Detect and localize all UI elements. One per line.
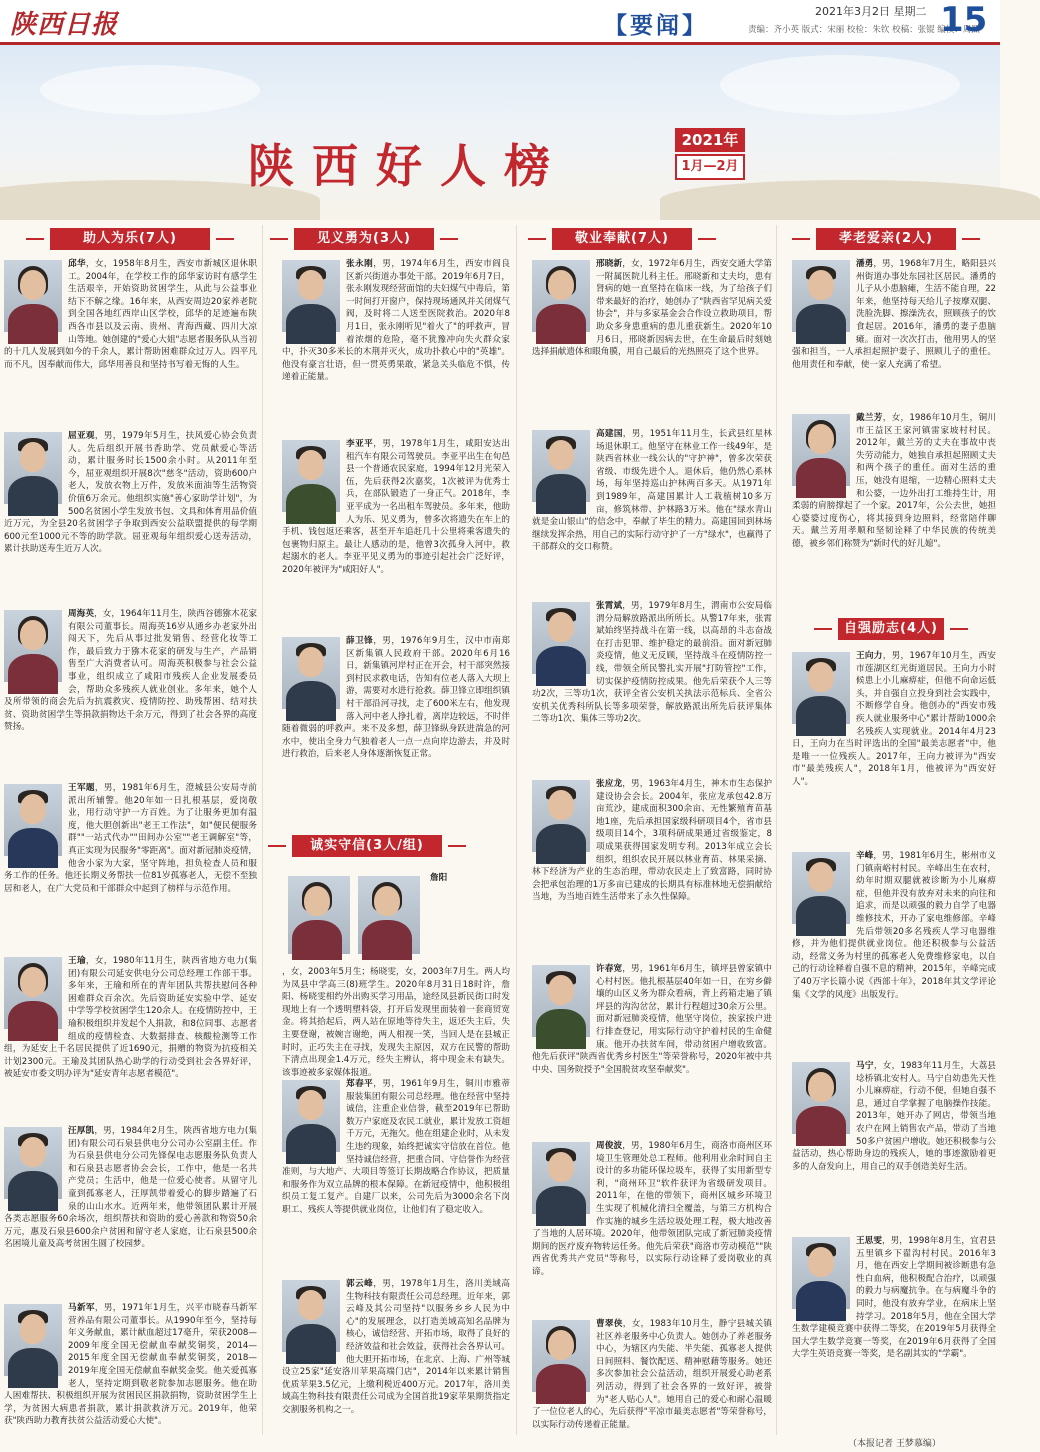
person-bio: ，男，1963年4月生，神木市生态保护建设协会会长。2004年，张应龙承包42.8万亩荒沙，建成面积300余亩、无性繁殖育苗基地1座，先后承担国家级科研项目4个，省市县级项目14个，3项科研成果通过省级鉴定，8项成果获得国家发明专利。2013年成立会长组织，组织农民开展以林业育苗、林果采摘、林下经济为产业的生态治理，带动农民走上了致富路，同时协会把承包治理的1万多亩已建成的长期具有标准林地无偿捐献给当地，为当地百姓生活带来了永久性保障。	[532, 779, 772, 903]
portrait-photo	[282, 637, 340, 709]
category-brave: 见义勇为(3人)	[294, 228, 434, 250]
portrait-photo	[4, 610, 62, 682]
profile-entry	[532, 963, 772, 1123]
section-name: 【要闻】	[604, 13, 708, 39]
profile-entry	[4, 258, 257, 413]
person-bio: ，女，1972年6月生，西安交通大学第一附属医院儿科主任。邢晓新和丈夫均，患有肾病的她一直坚持在临床一线，为了给孩子们带来最好的治疗，她创办了"陕西省罕见病关爱协会"，并与多家基金会合作设立救助项目，帮助众多身患重病的患儿重获新生。2020年10月6日，邢晓新因病去世，在生命最后时刻她选择捐献遗体和眼角膜，用自己最后的光热照亮了这个世界。	[532, 259, 772, 358]
category-help: 助人为乐(7人)	[50, 228, 210, 250]
portrait-photo	[792, 652, 850, 724]
person-name: 张永刚	[346, 259, 374, 269]
portrait-photo	[532, 965, 590, 1037]
person-name: 周俊波	[596, 1141, 623, 1151]
portrait-photo	[532, 780, 590, 852]
portrait-photo	[532, 260, 590, 332]
profile-entry	[282, 1278, 510, 1448]
person-bio: ，男，1981年6月生，彬州市义门镇南峪村村民。辛峰出生在农村，幼年时期双腿就被诊断为小儿麻痹症，但他并没有放弃对未来的向往和追求，而是以顽强的毅力自学了电器维修技术，开办了家电维修部。辛峰先后带领20多名残疾人学习电器维修，并为他们提供就业岗位。他还积极参与公益活动，经常义务为村里的孤寡老人免费维修家电，以自己的行动诠释着自强不息的精神，2015年，辛峰完成了40万字长篇小说《西部十年》，2018年其文学评论集《文学的风度》出版发行。	[792, 851, 996, 1000]
person-bio: ，男，1998年8月生，宜君县五里镇乡下翟沟村村民。2016年3月，他在西安上学期间被诊断患有急性白血病，他积极配合治疗，以顽强的毅力与病魔抗争。在与病魔斗争的同时，他没有放弃学业，在病床上坚持学习。2018年5月，他在全国大学生数学建模竞赛中获得二等奖，在2019年5月获得全国大学生数学竞赛一等奖，在2019年6月获得了全国大学生英语竞赛一等奖，是名副其实的"学霸"。	[792, 1236, 996, 1360]
portrait-photo	[4, 432, 62, 504]
person-bio: ，女，1983年10月生，静宁县城关镇社区养老服务中心负责人。她创办了养老服务中心，为辖区内失能、半失能、孤寡老人提供日间照料、餐饮配送、精神慰藉等服务。她还多次参加社会公益活动，组织开展爱心助老系列活动，得到了社会各界的一致好评，被誉为"老人贴心人"。她用自己的爱心和耐心温暖了一位位老人的心，先后获得"平凉市最美志愿者"等荣誉称号，以实际行动传递着正能量。	[532, 1319, 772, 1430]
person-name: 马宁	[856, 1061, 874, 1071]
column-divider	[262, 225, 263, 1435]
profile-entry	[792, 1060, 996, 1220]
person-bio: ，男，1978年1月生，咸阳安达出租汽车有限公司驾驶员。李亚平出生在旬邑县一个普通农民家庭，1994年12月光荣入伍，先后获得2次嘉奖，1次被评为优秀士兵，在部队锻造了一身正气。2018年，李亚平成为一名出租车驾驶员。多年来，他助人为乐、见义勇为，曾多次将遗失在车上的手机、钱包返还乘客，甚至开车追赶几十公里将乘客遗失的包裹物归原主。最让人感动的是，他曾3次孤身入河中，救起溺水的老人。李亚平见义勇为的事迹引起社会广泛好评，2020年被评为"咸阳好人"。	[282, 439, 510, 575]
portrait-photo	[282, 1280, 340, 1352]
portrait-photo	[4, 1127, 62, 1199]
profile-entry	[282, 438, 510, 623]
portrait-photo	[532, 1320, 590, 1392]
profile-entry	[4, 1125, 257, 1295]
portrait-photo	[792, 1062, 850, 1134]
masthead	[0, 0, 1000, 45]
person-name: 薛卫锋	[346, 636, 374, 646]
person-name: 詹阳	[430, 873, 448, 883]
profile-entry	[4, 782, 257, 942]
person-name: 李亚平	[346, 439, 374, 449]
profile-entry	[532, 600, 772, 765]
cloud-decoration	[40, 65, 260, 115]
person-bio: ，女，1964年11月生，陕西谷德猕木花家有限公司董事长。周海英16岁从通乡办老家外出闯天下，先后从事过批发销售、经营化妆等工作，最后致力于猕木花家的研发与生产，产品销售至广大消费者认可。周海英积极参与社会公益事业，组织成立了咸阳市残疾人企业发展委员会，帮助众多残疾人就业创业。多年来，她个人及所带领的商会先后为抗震救灾、疫情防控、助残帮困、结对扶贫、资助贫困学生等捐款捐物达千余万元，得到了社会各界的高度赞扬。	[4, 609, 257, 733]
portrait-photo	[792, 852, 850, 924]
person-bio: ，男，1951年11月生，长武县红星林场退休职工。他坚守在林业工作一线49年，是陕西省林业一线公认的"守护神"，曾多次荣获省级、市级先进个人。退休后，他仍然心系林场，每年坚持巡山护林两百多天。从1971年到1989年，高建国累计人工栽植树10多万亩，修筑林带、护林路3万米。他在"绿水青山就是金山银山"的信念中，奉献了毕生的精力。高建国回到林场继续发挥余热，用自己的实际行动守护了一方"绿水"，也赢得了干部群众的交口称赞。	[532, 429, 772, 553]
portrait-photo	[532, 1142, 590, 1214]
person-bio: ，男，1968年7月生，略阳县兴州街道办事处东园社区居民。潘勇的儿子从小患脑瘫，生活不能自理，22年来，他坚持每天给儿子按摩双腿、洗脸洗脚、擦澡洗衣，照顾孩子的饮食起居。2016年，潘勇的妻子患脑瘫。面对一次次打击，他用男人的坚强和担当，一人承担起照护妻子、照顾儿子的重任。他用责任和奉献，使一家人充满了希望。	[792, 259, 996, 370]
portrait-photo	[4, 1304, 62, 1376]
person-name: 戴兰芳	[856, 413, 883, 423]
person-name: 王向力	[856, 651, 883, 661]
column-divider	[516, 225, 517, 1435]
portrait-photo	[282, 260, 340, 332]
portrait-photo	[792, 414, 850, 486]
profile-entry	[532, 1140, 772, 1305]
person-bio: ，男，1974年6月生，西安市阎良区新兴街道办事处干部。2019年6月7日，张永刚发现经营面馆的夫妇煤气中毒后，第一时间打开窗户，保持现场通风并关闭煤气阀，及时将二人送至医院救治。2020年8月1日，张永刚听见"着火了"的呼救声，冒着浓烟的危险，毫不犹豫冲向失火群众家中，扑灭30多米长的木荆并灭火，成功扑救心中的"英雄"。他没有豪言壮语，但一贯英勇果敢，紧急关头临危不惧，传递着正能量。	[282, 259, 510, 383]
page-title: 陕西好人榜	[248, 139, 568, 193]
person-name: 王思雯	[856, 1236, 882, 1246]
profile-entry	[4, 1302, 257, 1447]
person-bio: ，男，1981年6月生，澄城县公安局寺前派出所辅警。他20年如一日扎根基层，爱岗敬业，用行动守护一方百姓。为了让服务更加有温度，他大胆创新出"老王工作法"，如"便民便服务群""一站式代办""田间办公室""老王调解室"等，真正实现为民服务"零距离"。面对新冠肺炎疫情，他舍小家为大家，坚守阵地，担负检查人员和服务工作的任务。他还长期义务帮扶一位81岁孤寡老人，无偿不至独居和老人，在广大党员和干部群众中起到了榜样与示范作用。	[4, 783, 257, 894]
month-range: 1月—2月	[675, 154, 745, 180]
profile-entry	[532, 1318, 772, 1448]
person-name: 曹翠侠	[596, 1319, 623, 1329]
portrait-photo	[282, 440, 340, 512]
portrait-photo	[4, 784, 62, 856]
person-name: 辛峰	[856, 851, 874, 861]
portrait-photo	[358, 876, 420, 954]
profile-entry	[4, 430, 257, 590]
duo-portraits	[288, 876, 428, 960]
profile-entry	[4, 608, 257, 773]
profile-entry	[792, 258, 996, 398]
portrait-photo	[4, 260, 62, 332]
page-number: 15	[940, 0, 988, 40]
person-bio: ，男，1961年6月生，镇坪县曾家镇中心村村医。他扎根基层40年如一日，在穷乡僻壤的山区义务为群众看病，背上药箱走遍了镇坪县的沟沟岔岔，累计行程超过30余万公里。面对新冠肺炎疫情，他坚守岗位，挨家挨户进行排查登记，用实际行动守护着村民的生命健康。他开办扶贫车间，带动贫困户增收致富。他先后获评"陕西省优秀乡村医生"等荣誉称号，2020年被中共中央、国务院授予"全国脱贫攻坚奉献奖"。	[532, 964, 772, 1075]
category-filial: 孝老爱亲(2人)	[816, 228, 956, 250]
portrait-photo	[532, 602, 590, 674]
person-bio: ，女，1983年11月生，大荔县埝桥镇北安村人。马宁自幼患先天性小儿麻痹症，行动不便，但她自强不息，通过自学掌握了电脑操作技能。2013年，她开办了网店，带领当地农户在网上销售农产品，带动了当地50多户贫困户增收。她还积极参与公益活动，热心帮助身边的残疾人，她的事迹激励着更多的人奋发向上，用自己的双手创造美好生活。	[792, 1061, 996, 1172]
portrait-photo	[532, 430, 590, 502]
person-bio: ，男，1980年6月生，商洛市商州区环境卫生管理处总工程师。他利用业余时间自主设计的多功能环保垃圾车，获得了实用新型专利，"商州环卫"软件获评为省级研发项目。2011年，在他的带领下，商州区城乡环境卫生实现了机械化清扫全覆盖，与第三方机构合作实施的城乡生活垃圾处理工程，极大地改善了当地的人居环境。2020年，他带领团队完成了新冠肺炎疫情期间的医疗废弃物转运任务。他先后荣获"商洛市劳动模范""陕西省优秀共产党员"等称号，以实际行动诠释了爱岗敬业的真谛。	[532, 1141, 772, 1277]
portrait-photo	[288, 876, 350, 954]
person-name: 王瑜	[68, 956, 86, 966]
portrait-photo	[792, 1237, 850, 1309]
person-name: 王军题	[68, 783, 95, 793]
person-name: 屈亚观	[68, 431, 95, 441]
profile-entry	[792, 650, 996, 840]
profile-entry	[532, 428, 772, 588]
reporter-credit: （本报记者 王梦慕编）	[848, 1439, 941, 1449]
year-badge: 2021年	[675, 128, 745, 152]
person-name: 邢晓新	[596, 259, 623, 269]
person-bio: ，男，1961年9月生，铜川市雅蒂服装集团有限公司总经理。他在经营中坚持诚信，注重企业信誉，截至2019年已帮助数万户家庭及农民工就业，累计发放工资超千万元，无拖欠。他在组建企业时，从未发生违约现象，始终把诚实守信放在首位。他坚持诚信经营，把重合同、守信誉作为经营准则，与大地产、大项目等签订长期战略合作协议，把质量和服务作为双立品牌的根本保障。在新冠疫情中，他积极组织员工复工复产。自建厂以来，公司先后为3000余名下岗职工、残疾人等提供就业岗位，让他们有了稳定收入。	[282, 1079, 510, 1215]
person-name: 汪厚凯	[68, 1126, 95, 1136]
person-bio: ，男，1967年10月生，西安市莲湖区红光街道居民。王向力小时候患上小儿麻痹症，但他不向命运低头，并自强自立投身到社会实践中，不断修学自身。他创办的"西安市残疾人就业服务中心"累计帮助1000余名残疾人实现就业。2014年4月23日，王向力在当时评选出的全国"最美志愿者"中，他是唯一一位残疾人。2017年，王向力被评为"西安市"最美残疾人"，2018年1月，他被评为"西安好人"。	[792, 651, 996, 787]
person-bio: ，女，1958年8月生，西安市新城区退休职工。2004年，在学校工作的邱华家访时有感学生生活艰辛，开始资助贫困学生，从此与公益事业结下不解之缘。16年来，从西安周边20家养老院到全国各地红西岸山区学校，邱华的足迹遍布陕西各市县以及云南、贵州、青海西藏、四川大凉山等地。她创建的"爱心大姐"志愿者服务队从当初的十几人发展到如今的千余人，累计帮助困难群众过万人。四平凡而不凡，因奉献而伟大，邱华用善良和坚持书写着无悔的人生。	[4, 259, 257, 370]
person-bio: ，男，1984年2月生，陕西省地方电力(集团)有限公司石泉县供电分公司办公室副主任。作为石泉县供电分公司先锋保电志愿服务队负责人和石泉县志愿者协会会长，工作中，他是一名共产党员；生活中，他是一位爱心使者。从留守儿童到孤寡老人，汪厚凯带着爱心的脚步踏遍了石泉的山山水水。近两年来，他带领团队累计开展各类志愿服务60余场次，组织帮扶和资助的爱心善款和物资50余万元，惠及石泉县600余户贫困和留守老人家庭，让石泉县500余名困境儿童及高考贫困生圆了校园梦。	[4, 1126, 257, 1250]
profile-entry	[792, 412, 996, 607]
category-honesty: 诚实守信(3人/组)	[292, 835, 442, 857]
profile-entry	[282, 1078, 510, 1263]
issue-date: 2021年3月2日 星期二	[815, 5, 927, 18]
person-bio: ，男，1979年5月生，扶风爱心协会负责人。先后组织开展书香助学、党员献爱心等活动，累计服务时长1500余小时。从2011年至今，屈亚观组织开展8次"慈冬"活动，资助600户老人，发放衣物上万件，发放米面油等生活物资价值6万余元。他组织实施"善心家助学计划"，为500名贫困小学生发放书包、文具和体育用品价值近万元，为全县20名贫困学子争取到西安公益联盟提供的每学期600元至1000元不等的助学款。屈亚观每年组织爱心送寿活动，累计扶助送寿生近万人次。	[4, 431, 257, 555]
profile-entry	[532, 778, 772, 953]
editor-credits: 责编：齐小英 版式：宋丽 校检：朱钦 校稿：张锟 编校：周熙	[748, 25, 980, 35]
person-name: 潘勇	[856, 259, 874, 269]
profile-entry	[4, 955, 257, 1115]
portrait-photo	[282, 1080, 340, 1152]
newspaper-logo: 陕西日报	[10, 10, 119, 40]
profile-entry	[532, 258, 772, 408]
profile-entry	[792, 850, 996, 1050]
category-dedication: 敬业奉献(7人)	[552, 228, 692, 250]
person-bio: ，男，1978年1月生，洛川美域高生物科技有限责任公司总经理。近年来，郭云峰及其公司坚持"以服务乡乡人民为中心"的发展理念，以打造美域高知名品牌为核心，诚信经营、开拓市场，取得了良好的经济效益和社会效益，获得社会各界认可。他大胆开拓市场，在北京、上海、广州等城设立25家"延安洛川苹果高端门店"，2014年以来累计销售优质苹果3.5亿元，上缴利税近400万元。2017年，洛川美域高生物科技有限责任公司成为全国首批19家苹果期货指定交割服务机构之一。	[282, 1279, 510, 1415]
person-bio: ，女，1980年11月生，陕西省地方电力(集团)有限公司延安供电分公司总经理工作部干事。多年来，王瑜和所在的青年团队共帮扶慰问各种困难群众百余次。先后资助延安实验中学、延安中学等学校贫困学生120余人。在疫情防控中，王瑜积极组织并发起个人捐款，和8位同事、志愿者组成的疫情检查、大数据排查、核酸检测等工作组，为延安上千名居民提供了近1690元，捐赠的物资为抗疫相关计划2300元。王瑜及其团队热心助学的行动受到社会各界好评，被延安市委文明办评为"延安青年志愿者模范"。	[4, 956, 257, 1080]
category-selfstrong: 自强励志(4人)	[838, 618, 944, 640]
person-name: 高建国	[596, 429, 623, 439]
cloud-decoration	[720, 55, 960, 115]
person-bio: ，男，1979年8月生，渭南市公安局临渭分局解放路派出所所长。从警17年来，张霄斌始终坚持战斗在第一线，以高昂的斗志奋战在打击犯罪、维护稳定的最前沿。面对新冠肺炎疫情，他义无反顾，坚持战斗在疫情防控一线，带领全所民警扎实开展"打防管控"工作，切实保护疫情防控成果。他先后荣获个人三等功2次，三等功1次，获评全省公安机关执法示范标兵、全省公安机关优秀科所队长等多项荣誉，解放路派出所先后获评集体二等功1次、集体三等功2次。	[532, 601, 772, 725]
person-name: 周海英	[68, 609, 95, 619]
portrait-photo	[792, 260, 850, 332]
profile-entry	[282, 966, 510, 1078]
person-name: 郑春平	[346, 1079, 374, 1089]
person-bio: ，女，1986年10月生，铜川市王益区王家河镇雷家坡村村民。2012年，戴兰芳的丈夫在事故中丧失劳动能力，她独自承担起照顾丈夫和两个孩子的重任。面对生活的重压，她没有退缩，一边精心照料丈夫和公婆，一边外出打工维持生计，用柔弱的肩膀撑起了一个家。2017年，公公去世，她担心婆婆过度伤心，将其接到身边照料，经常陪伴聊天。戴兰芳用孝顺和坚韧诠释了中华民族的传统美德，被乡邻们称赞为"新时代的好儿媳"。	[792, 413, 996, 549]
person-bio: ，女，2003年5月生；杨晓雯，女，2003年7月生。两人均为凤县中学高三(8)班学生。2020年8月31日18时许，詹阳、杨晓雯相约外出购买学习用品，途经凤县新民街口时发现地上有一个透明塑料袋，打开后发现里面装着一套商贸宽金。将其拾起后，两人站在原地等待失主，返还失主后，失主要登谢，被婉言谢绝，两人相视一笑，当回人是在县城正时时，正巧失主在寻找，发现失主原因，双方在民警的帮助下清点出现金1.4万元，经失主辨认，将中现金未有缺失。该事迹被多家媒体报道。	[282, 967, 510, 1078]
person-name: 许春宽	[596, 964, 623, 974]
person-name: 张霄斌	[596, 601, 623, 611]
person-name: 马新军	[68, 1303, 95, 1313]
profile-entry	[282, 258, 510, 423]
column-divider	[776, 225, 777, 1435]
hill-decoration	[660, 180, 1040, 220]
person-name: 郭云峰	[346, 1279, 374, 1289]
person-bio: ，男，1971年1月生，兴平市晓春马新军营养品有限公司董事长。从1990年至今，坚持每年义务献血，累计献血超过17毫升，荣获2008—2009年度全国无偿献血奉献奖铜奖，2014—2015年度全国无偿献血奉献奖铜奖，2018—2019年度全国无偿献血奉献奖金奖。他关爱孤寡老人，坚持定期到敬老院参加志愿服务。他在助人困难帮扶、积极组织开展为贫困民区捐款捐物，资助贫困学生上学，为贫困大病患者捐款，累计捐款救济万元。2019年，他荣获"陕西助力教育扶贫公益活动爱心大使"。	[4, 1303, 257, 1427]
profile-entry-head	[430, 872, 510, 964]
profile-entry	[792, 1235, 996, 1431]
profile-entry	[282, 635, 510, 830]
person-bio: ，男，1976年9月生，汉中市南郑区新集镇人民政府干部。2020年6月16日，新集镇河岸村正在开会，村干部突然接到村民求救电话，告知有位老人落入大坝上游，需要对水进行抢救。薛卫锋立即组织镇村干部沿河寻找，走了600米左右，他发现落入河中老人挣扎着，离岸边较远，不时伴随着微弱的呼救声。来不及多想，薛卫锋纵身跃进湍急的河水中，使出全身力气独着老人一点一点向岸边游去，并及时进行救治，后来老人身体逐渐恢复正常。	[282, 636, 510, 760]
person-name: 张应龙	[596, 779, 623, 789]
portrait-photo	[4, 957, 62, 1029]
person-name: 邱华	[68, 259, 86, 269]
